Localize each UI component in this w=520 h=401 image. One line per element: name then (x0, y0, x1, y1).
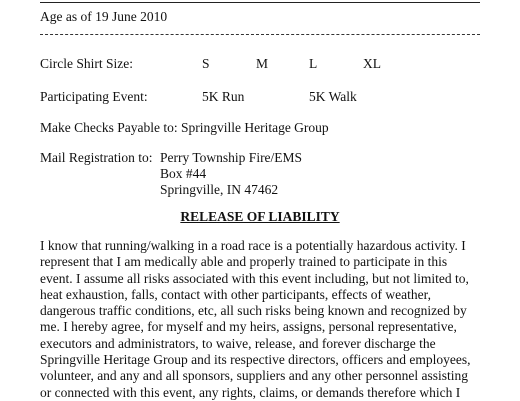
release-line: volunteer, and any and all sponsors, suppliers and any other personnel assisting (40, 368, 468, 384)
mail-address-line-1: Perry Township Fire/EMS (160, 150, 303, 165)
release-line: I know that running/walking in a road race is a potentially hazardous activity. I (40, 238, 466, 253)
release-of-liability-heading: RELEASE OF LIABILITY (180, 209, 340, 224)
shirt-size-xl-option[interactable]: XL (363, 56, 381, 71)
release-paragraph (40, 238, 480, 401)
age-answer-line[interactable] (40, 34, 480, 35)
event-5k-walk-option[interactable]: 5K Walk (309, 89, 357, 104)
checks-payable-text: Make Checks Payable to: Springville Heritage Group (40, 120, 329, 135)
release-line: heat exhaustion, falls, contact with other participants, effects of weather, (40, 286, 431, 302)
release-line: executors and administrators, to waive, release, and forever discharge the (40, 335, 436, 351)
mail-address-line-3: Springville, IN 47462 (160, 182, 279, 197)
age-label: Age as of 19 June 2010 (40, 9, 168, 24)
mail-address-line-2: Box #44 (160, 166, 207, 181)
event-label: Participating Event: (40, 89, 148, 104)
release-line: me. I hereby agree, for myself and my heirs, assigns, personal representative, (40, 319, 457, 335)
shirt-size-label: Circle Shirt Size: (40, 56, 133, 71)
top-divider (40, 2, 480, 3)
event-5k-run-option[interactable]: 5K Run (202, 89, 245, 104)
release-line: Springville Heritage Group and its respective directors, officers and employees, (40, 352, 471, 368)
release-line: dangerous traffic conditions, etc, all such risks being known and recognized by (40, 303, 467, 319)
release-line: or connected with this event, any rights, claims, or demands therefore which I (40, 384, 461, 400)
shirt-size-s-option[interactable]: S (202, 56, 210, 71)
shirt-size-m-option[interactable]: M (256, 56, 269, 71)
release-line: event. I assume all risks associated with this event including, but not limited to, (40, 270, 469, 286)
mail-registration-label: Mail Registration to: (40, 150, 153, 165)
release-line: represent that I am medically able and properly trained to participate in this (40, 254, 448, 270)
shirt-size-l-option[interactable]: L (309, 56, 318, 71)
